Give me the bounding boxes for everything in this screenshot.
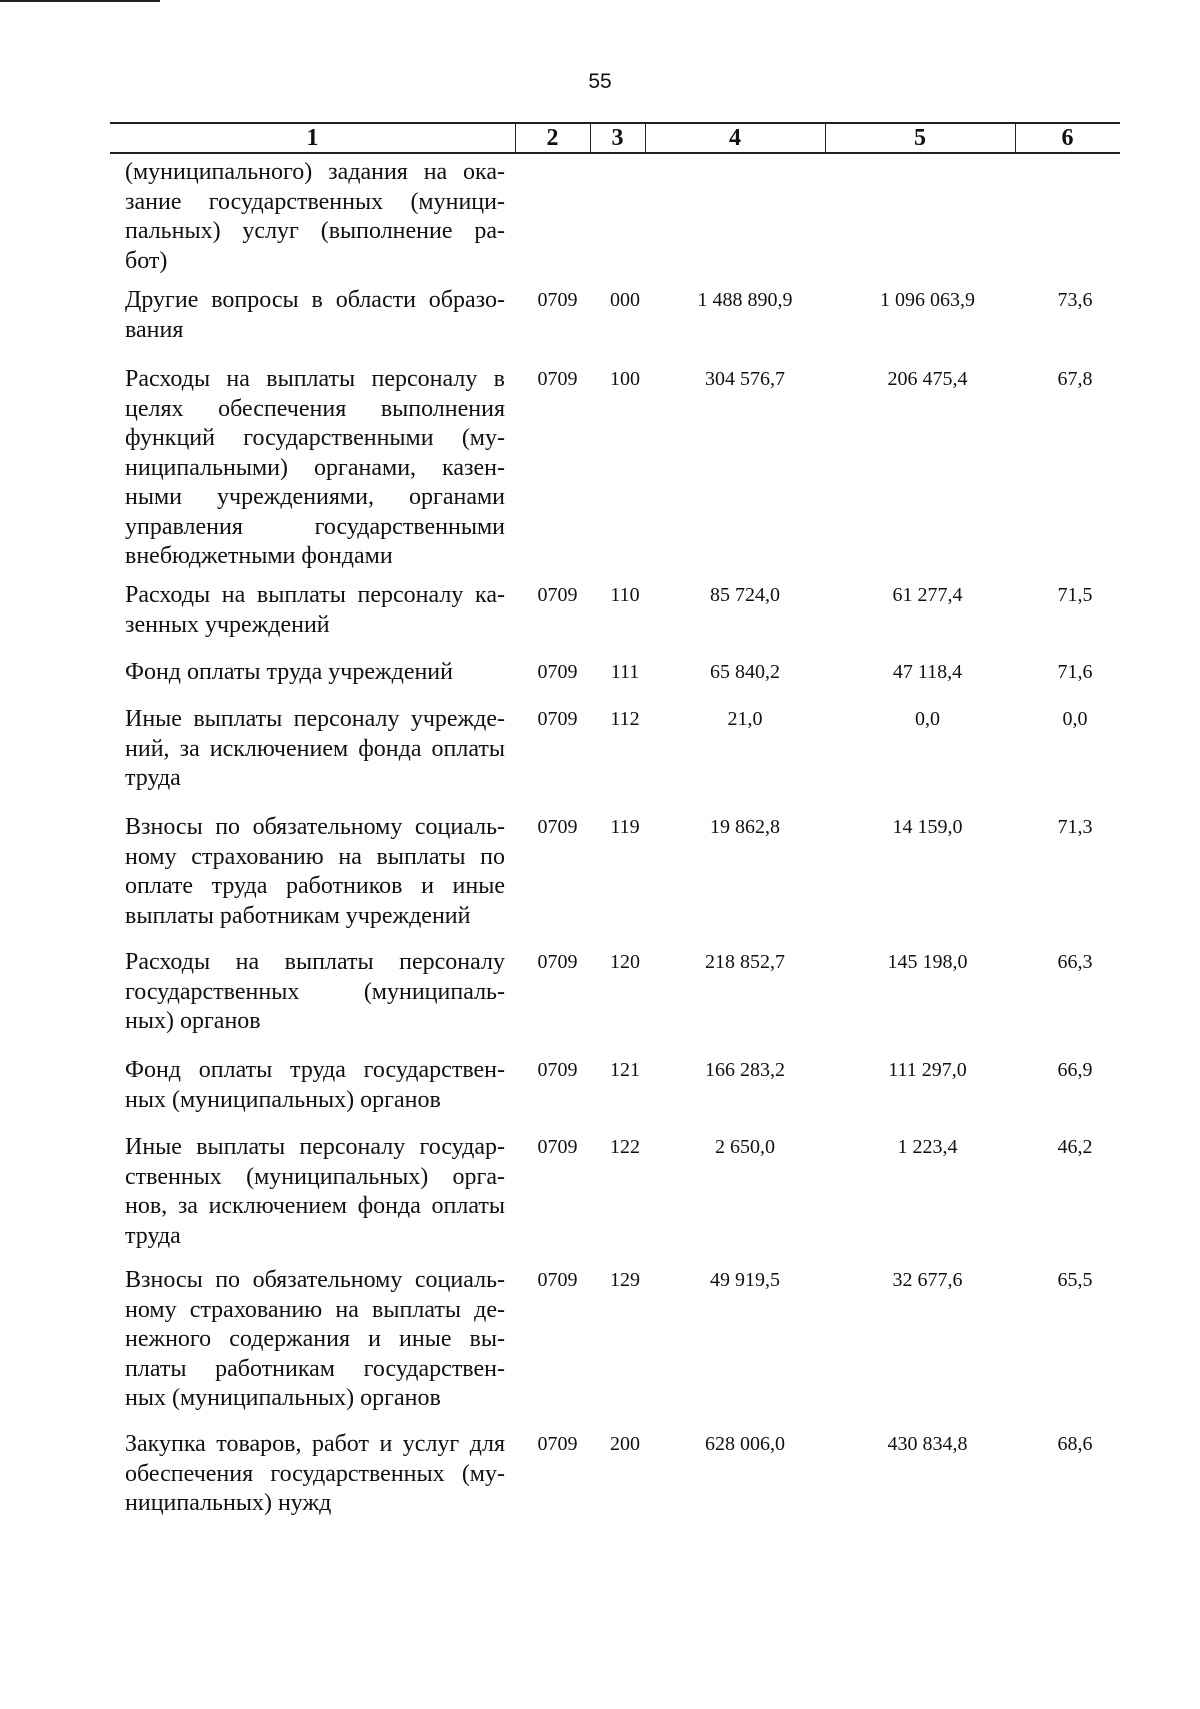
description-line: функций государственными (му- (125, 425, 505, 451)
header-col-6: 6 (1061, 124, 1074, 151)
actual-amount: 32 677,6 (892, 1269, 963, 1291)
description-line: оплате труда работников и иные (125, 873, 505, 899)
description-line: Расходы на выплаты персоналу (125, 949, 505, 975)
section-code: 0709 (537, 584, 578, 606)
expense-type-code: 121 (610, 1059, 640, 1081)
row-description (125, 948, 505, 1037)
row-description (125, 813, 505, 931)
actual-amount: 430 834,8 (887, 1433, 968, 1455)
section-code: 0709 (537, 816, 578, 838)
planned-amount: 628 006,0 (705, 1433, 785, 1455)
description-line: зенных учреждений (125, 611, 330, 638)
description-line: обеспечения государственных (му- (125, 1460, 505, 1487)
section-code: 0709 (537, 1269, 578, 1291)
execution-percent: 67,8 (1057, 368, 1093, 390)
actual-amount: 111 297,0 (888, 1059, 967, 1081)
description-line: пальных) услуг (выполнение ра- (125, 218, 505, 244)
row-description (125, 705, 505, 794)
description-line: Другие вопросы в области образо- (125, 287, 505, 313)
actual-amount: 47 118,4 (892, 661, 963, 683)
execution-percent: 71,6 (1057, 661, 1093, 683)
description-line: Расходы на выплаты персоналу ка- (125, 582, 505, 608)
description-line: целях обеспечения выполнения (125, 395, 505, 422)
expense-type-code: 112 (610, 708, 640, 730)
description-line: зание государственных (муници- (125, 188, 505, 215)
planned-amount: 19 862,8 (710, 816, 780, 838)
header-col-5: 5 (914, 124, 926, 151)
description-line: нежного содержания и иные вы- (125, 1326, 505, 1352)
description-line: платы работникам государствен- (125, 1355, 505, 1382)
header-col-2: 2 (546, 124, 559, 151)
execution-percent: 66,9 (1057, 1059, 1093, 1081)
description-line: Иные выплаты персоналу государ- (125, 1134, 505, 1160)
description-line: ственных (муниципальных) орга- (125, 1163, 505, 1190)
planned-amount: 304 576,7 (705, 368, 785, 390)
row-description (125, 581, 505, 640)
expense-type-code: 111 (610, 661, 640, 683)
row-description (125, 1133, 505, 1251)
description-line: Взносы по обязательному социаль- (125, 1267, 505, 1293)
actual-amount: 14 159,0 (892, 816, 963, 838)
row-description (125, 1056, 505, 1115)
row-description (125, 1430, 505, 1519)
planned-amount: 218 852,7 (705, 951, 785, 973)
section-code: 0709 (537, 289, 578, 311)
description-line: Иные выплаты персоналу учрежде- (125, 706, 505, 732)
header-col-3: 3 (611, 124, 624, 151)
execution-percent: 73,6 (1057, 289, 1093, 311)
execution-percent: 65,5 (1057, 1269, 1093, 1291)
description-line: труда (125, 765, 181, 791)
expense-type-code: 110 (610, 584, 640, 606)
expense-type-code: 120 (610, 951, 640, 973)
planned-amount: 65 840,2 (710, 661, 780, 683)
row-description (125, 658, 505, 688)
row-description (125, 286, 505, 345)
expense-type-code: 129 (610, 1269, 640, 1291)
actual-amount: 0,0 (915, 708, 940, 730)
execution-percent: 68,6 (1057, 1433, 1093, 1455)
execution-percent: 0,0 (1062, 708, 1088, 730)
description-line: ных (муниципальных) органов (125, 1086, 441, 1113)
table-header (110, 122, 1120, 154)
planned-amount: 85 724,0 (710, 584, 780, 606)
description-line: ному страхованию на выплаты по (125, 843, 505, 870)
description-line: ному страхованию на выплаты де- (125, 1296, 505, 1323)
actual-amount: 61 277,4 (892, 584, 963, 606)
description-line: ний, за исключением фонда оплаты (125, 735, 505, 762)
row-description (125, 158, 505, 276)
section-code: 0709 (537, 661, 578, 683)
description-line: внебюджетными фондами (125, 543, 393, 569)
section-code: 0709 (537, 1136, 578, 1158)
section-code: 0709 (537, 368, 578, 390)
page-number: 55 (588, 70, 612, 93)
description-line: управления государственными (125, 513, 505, 540)
actual-amount: 1 223,4 (897, 1136, 958, 1158)
description-line: Фонд оплаты труда учреждений (125, 659, 453, 685)
actual-amount: 206 475,4 (887, 368, 968, 390)
description-line: Взносы по обязательному социаль- (125, 814, 505, 840)
section-code: 0709 (537, 1059, 578, 1081)
header-col-4: 4 (729, 124, 741, 151)
description-line: ниципальными) органами, казен- (125, 454, 505, 481)
expense-type-code: 100 (610, 368, 640, 390)
section-code: 0709 (537, 708, 578, 730)
description-line: ных (муниципальных) органов (125, 1385, 441, 1411)
description-line: Закупка товаров, работ и услуг для (125, 1431, 505, 1457)
description-line: вания (125, 316, 184, 343)
description-line: государственных (муниципаль- (125, 978, 505, 1005)
actual-amount: 1 096 063,9 (880, 289, 975, 311)
execution-percent: 46,2 (1057, 1136, 1093, 1158)
description-line: (муниципального) задания на ока- (125, 159, 505, 185)
planned-amount: 2 650,0 (715, 1136, 775, 1158)
execution-percent: 71,5 (1057, 584, 1093, 606)
description-line: труда (125, 1222, 181, 1249)
description-line: ными учреждениями, органами (125, 484, 505, 510)
execution-percent: 71,3 (1057, 816, 1093, 838)
description-line: ниципальных) нужд (125, 1490, 332, 1516)
description-line: бот) (125, 247, 168, 274)
section-code: 0709 (537, 951, 578, 973)
section-code: 0709 (537, 1433, 578, 1455)
planned-amount: 166 283,2 (705, 1059, 785, 1081)
description-line: Фонд оплаты труда государствен- (125, 1057, 505, 1083)
planned-amount: 1 488 890,9 (697, 289, 793, 311)
planned-amount: 49 919,5 (710, 1269, 780, 1291)
expense-type-code: 122 (610, 1136, 640, 1158)
description-line: ных) органов (125, 1008, 261, 1034)
expense-type-code: 000 (610, 289, 640, 311)
scan-corner-mark (0, 0, 160, 2)
expense-type-code: 119 (610, 816, 640, 838)
expense-type-code: 200 (610, 1433, 640, 1455)
description-line: нов, за исключением фонда оплаты (125, 1193, 505, 1219)
description-line: выплаты работникам учреждений (125, 902, 471, 929)
row-description (125, 365, 505, 572)
description-line: Расходы на выплаты персоналу в (125, 366, 505, 392)
header-col-1: 1 (306, 124, 319, 151)
actual-amount: 145 198,0 (887, 951, 968, 973)
execution-percent: 66,3 (1057, 951, 1093, 973)
planned-amount: 21,0 (727, 708, 763, 730)
row-description (125, 1266, 505, 1414)
